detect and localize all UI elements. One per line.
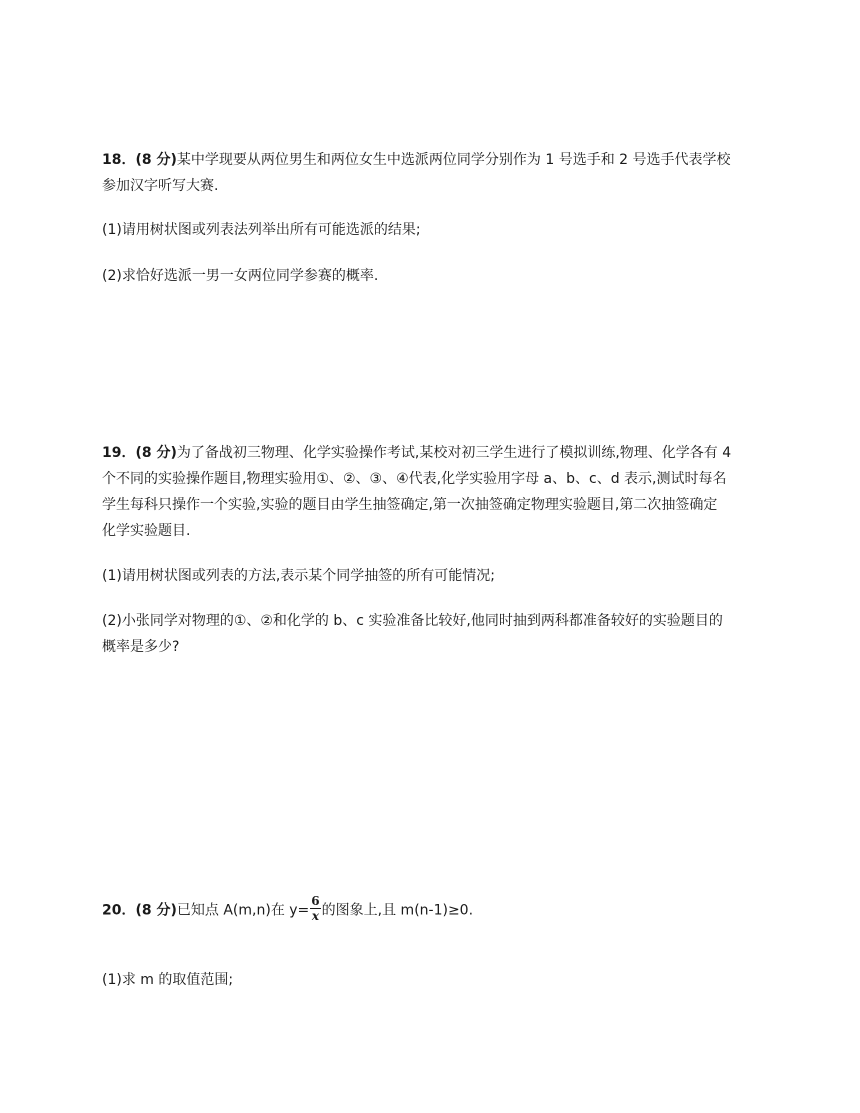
- q20-score: (8 分): [135, 902, 177, 919]
- q20-number: 20．: [102, 902, 136, 919]
- q20-fraction: [310, 895, 320, 922]
- q20-text-after: 的图象上,且 m(n-1)≥0.: [321, 902, 474, 919]
- q18-line-1: [102, 150, 731, 170]
- q18-part-1: (1)请用树状图或列表法列举出所有可能选派的结果;: [102, 222, 421, 238]
- q19-number: 19．: [102, 445, 136, 461]
- q18-number: 18．: [102, 152, 136, 168]
- q20-part-1: (1)求 m 的取值范围;: [102, 972, 234, 988]
- q20-fraction-numerator: 6: [311, 894, 320, 908]
- q19-text-1: 为了备战初三物理、化学实验操作考试,某校对初三学生进行了模拟训练,物理、化学各有 4: [176, 445, 732, 461]
- q19-line-3: 学生每科只操作一个实验,实验的题目由学生抽签确定,第一次抽签确定物理实验题目,第二次抽签确定: [102, 497, 718, 513]
- q19-part-2-line-1: (2)小张同学对物理的①、②和化学的 b、c 实验准备比较好,他同时抽到两科都准备较好的实验题目的: [102, 613, 723, 629]
- q18-text-1: 某中学现要从两位男生和两位女生中选派两位同学分别作为 1 号选手和 2 号选手代表学校: [176, 152, 731, 168]
- q19-score: (8 分): [135, 445, 177, 461]
- q19-part-2-line-2: 概率是多少?: [102, 639, 180, 655]
- q18-score: (8 分): [135, 152, 177, 168]
- q20-text-before: 已知点 A(m,n)在 y=: [176, 902, 310, 919]
- q18-line-2: 参加汉字听写大赛.: [102, 178, 219, 194]
- q20-line-1: [102, 894, 474, 924]
- q18-part-2: (2)求恰好选派一男一女两位同学参赛的概率.: [102, 268, 379, 284]
- q20-fraction-denominator: x: [311, 909, 320, 923]
- q19-line-2: 个不同的实验操作题目,物理实验用①、②、③、④代表,化学实验用字母 a、b、c、d 表示,测试时每名: [102, 471, 727, 487]
- q19-line-1: [102, 443, 731, 463]
- q19-line-4: 化学实验题目.: [102, 523, 191, 539]
- q19-part-1: (1)请用树状图或列表的方法,表示某个同学抽签的所有可能情况;: [102, 568, 495, 584]
